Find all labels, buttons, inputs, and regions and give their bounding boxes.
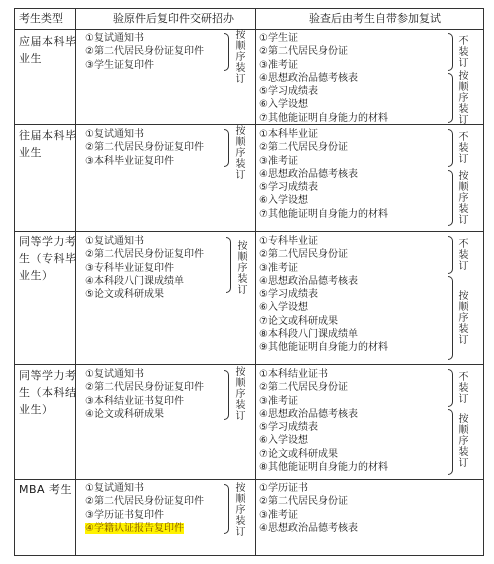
brace-icon [448,369,453,407]
list-item: ①学生证 [259,33,298,44]
originals-list [259,32,388,125]
brace-icon [448,73,453,123]
brace-icon [226,237,231,293]
binding-note: 不装订 [458,36,469,69]
list-item: ②第二代居民身份证复印件 [85,382,204,394]
category-cell: MBA 考生 [19,483,73,496]
list-item: ③本科毕业证复印件 [85,155,174,167]
brace-icon [448,129,453,167]
list-item [85,522,204,535]
list-item: ⑧本科段八门课成绩单 [259,329,358,341]
list-item: ③准考证 [259,509,298,521]
list-item: ⑥入学设想 [259,435,308,447]
brace-icon [224,370,229,420]
brace-icon [448,409,453,475]
header-copies: 验原件后复印件交研招办 [113,12,234,25]
list-item: ②第二代居民身份证 [259,46,348,58]
binding-note: 按顺序装订 [235,126,246,181]
list-item: ①复试通知书 [85,236,144,247]
brace-icon [448,276,453,360]
originals-list [259,128,388,221]
brace-icon [224,33,229,71]
list-item: ⑤论文或科研成果 [85,289,164,301]
list-item: ①本科结业证书 [259,369,328,380]
header-category: 考生类型 [19,12,63,25]
binding-note: 按顺序装订 [458,291,469,346]
list-item: ①复试通知书 [85,33,144,44]
requirements-table [14,8,484,556]
binding-note: 不装订 [458,372,469,405]
list-item: ④思想政治品德考核表 [259,168,358,180]
list-item: ⑨其他能证明自身能力的材料 [259,342,388,354]
list-item: ③学生证复印件 [85,59,154,71]
list-item: ①复试通知书 [85,483,144,494]
list-item: ③专科毕业证复印件 [85,262,174,274]
row-divider [15,364,483,365]
binding-note: 按顺序装订 [235,30,246,85]
row-divider [15,29,483,30]
binding-note: 按顺序装订 [235,367,246,422]
originals-list [259,235,388,355]
list-item: ①本科毕业证 [259,129,318,140]
list-item: ⑤学习成绩表 [259,289,318,301]
row-divider [15,231,483,232]
list-item: ②第二代居民身份证 [259,142,348,154]
brace-icon [448,33,453,71]
list-item: ⑦其他能证明自身能力的材料 [259,208,388,220]
copies-list [85,32,204,72]
row-divider [15,479,483,480]
row-divider [15,124,483,125]
binding-note: 按顺序装订 [458,414,469,469]
list-item: ②第二代居民身份证 [259,249,348,261]
brace-icon [224,129,229,167]
category-cell: 同等学力考生（专科毕业生） [19,235,77,282]
binding-note: 不装订 [458,132,469,165]
copies-list [85,482,204,535]
list-item: ⑥入学设想 [259,99,308,111]
binding-note: 按顺序装订 [458,71,469,126]
list-item: ②第二代居民身份证复印件 [85,249,204,261]
column-divider [255,9,256,555]
list-item: ①复试通知书 [85,129,144,140]
header-originals: 验查后由考生自带参加复试 [309,12,441,25]
copies-list [85,235,204,301]
list-item: ②第二代居民身份证复印件 [85,142,204,154]
list-item: ④论文或科研成果 [85,408,164,420]
list-item: ②第二代居民身份证复印件 [85,496,204,508]
list-item: ⑦其他能证明自身能力的材料 [259,112,388,124]
list-item: ①学历证书 [259,483,308,494]
binding-note: 按顺序装订 [235,483,246,538]
list-item: ③准考证 [259,262,298,274]
brace-icon [224,484,229,534]
list-item: ⑤学习成绩表 [259,86,318,98]
category-cell: 同等学力考生（本科结业生） [19,369,77,416]
list-item: ④思想政治品德考核表 [259,408,358,420]
list-item: ④思想政治品德考核表 [259,522,358,534]
category-cell: 往届本科毕业生 [19,129,77,159]
list-item: ②第二代居民身份证复印件 [85,46,204,58]
list-item: ①专科毕业证 [259,236,318,247]
list-item: ③准考证 [259,155,298,167]
list-item: ④思想政治品德考核表 [259,72,358,84]
list-item: ⑤学习成绩表 [259,422,318,434]
list-item: ⑧其他能证明自身能力的材料 [259,462,388,474]
binding-note: 按顺序装订 [237,241,248,296]
category-cell: 应届本科毕业生 [19,35,77,65]
originals-list [259,368,388,474]
list-item: ⑥入学设想 [259,195,308,207]
list-item: ③学历证书复印件 [85,509,164,521]
highlighted-item: ④学籍认证报告复印件 [85,522,184,534]
list-item: ③准考证 [259,59,298,71]
list-item: ⑦论文或科研成果 [259,315,338,327]
copies-list [85,128,204,168]
binding-note: 按顺序装订 [458,171,469,226]
brace-icon [448,236,453,274]
binding-note: 不装订 [458,239,469,272]
list-item: ②第二代居民身份证 [259,496,348,508]
list-item: ④思想政治品德考核表 [259,275,358,287]
list-item: ①复试通知书 [85,369,144,380]
list-item: ⑦论文或科研成果 [259,448,338,460]
list-item: ⑥入学设想 [259,302,308,314]
brace-icon [448,170,453,226]
list-item: ④本科段八门课成绩单 [85,275,184,287]
list-item: ⑤学习成绩表 [259,182,318,194]
copies-list [85,368,204,421]
list-item: ③准考证 [259,395,298,407]
list-item: ②第二代居民身份证 [259,382,348,394]
originals-list [259,482,358,535]
list-item: ③本科结业证书复印件 [85,395,184,407]
